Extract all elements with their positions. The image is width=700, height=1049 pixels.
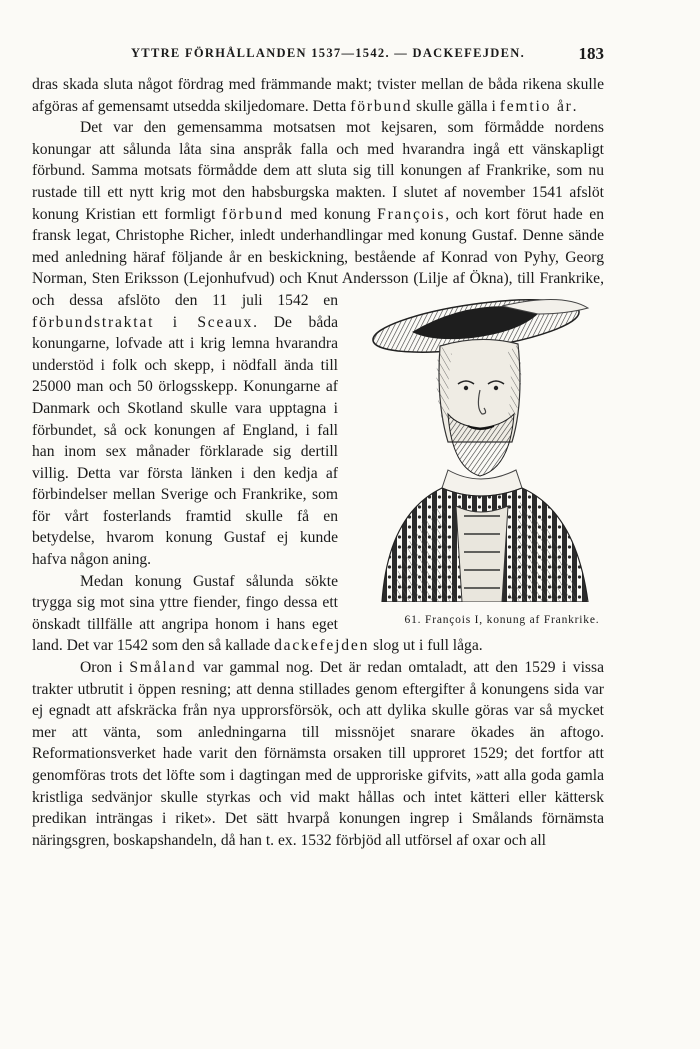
page-number: 183	[578, 44, 604, 63]
running-head: YTTRE FÖRHÅLLANDEN 1537—1542. — DACKEFEJDEN.	[130, 46, 526, 60]
page-header	[32, 44, 604, 64]
body-text	[32, 74, 604, 851]
portrait-francois-i	[352, 292, 604, 602]
paragraph-2: Det var den gemensamma motsatsen mot kejsaren, som förmådde nordens konungar att sålunda låta sina anspråk falla och med hvarandra ingå ett vänskapligt förbund. Samma motsats förmådde dem att sluta sig till konungen af Frankrike, som nu rustade till ett nytt krig mot den habsburgska makten. I slutet af november 1541 afslöt konung Kristian ett formligt förbund med konung François, och kort förut hade en fransk legat, Christophe Richer, inledt underhandlingar med konung Gustaf. Denne sände med anledning häraf följande år en beskickning, bestående af Konrad von Pyhy, Georg Norman, Sten Eriksson (Lejonhufvud) och Knut Andersson (Lilje af Ökna), till Frankrike, och dessa afslöto den 11 juli 1542 en 61. François I, konung af Frankrike. förbundstraktat i Sceaux. De båda konungarne, lofvade att i krig lemna hvarandra understöd i folk och skepp, i nödfall ända till 25000 man och 50 örlogsskepp. Konungarne af Danmark och Skotland skulle vara upptagna i förbundet, så ock konungen af England, i fall han inom sex månader förklarade sig dertill villig. Detta var första länken i den kedja af förbindelser mellan Sverige och Frankrike, som för vårt fosterlands framtid skulle få en betydelse, hvarom konung Gustaf ej kunde hafva någon aning.	[32, 117, 604, 570]
paragraph-3: Medan konung Gustaf sålunda sökte trygga sig mot sina yttre fiender, fingo dessa ett önskadt tillfälle att angripa honom i hans eget land. Det var 1542 som den så kallade dackefejden slog ut i full låga.	[32, 572, 483, 655]
paragraph-4: Oron i Småland var gammal nog. Det är redan omtaladt, att den 1529 i vissa trakter utbrutit i öppen resning; att denna stillades genom eftergifter å konungens sida var ej egnadt att afskräcka från nya upprorsförsök, och att dylika skulle göras var så mycket mer att vänta, som anledningarna till missnöjet snarare ökades än aftogo. Reformationsverket hade varit den förnämsta orsaken till upproret 1529; det fortfor att genomföras trots det löfte som i dagtingan med de upproriske gifvits, »att alla goda gamla kristliga sedvänjor skulle styrkas och vid makt hållas och intet kätteri eller kättersk predikan inträngas i riket». Det sätt hvarpå konungen ingrep i Smålands förnämsta näringsgren, boskapshandeln, då han t. ex. 1532 förbjöd all utförsel af oxar och all	[32, 659, 604, 849]
paragraph-1: dras skada sluta något fördrag med främmande makt; tvister mellan de båda rikena skulle afgöras af gemensamt utsedda skiljedomare. Detta förbund skulle gälla i femtio år.	[32, 76, 604, 115]
portrait-figure	[352, 292, 604, 634]
figure-caption: 61. François I, konung af Frankrike.	[404, 613, 600, 626]
